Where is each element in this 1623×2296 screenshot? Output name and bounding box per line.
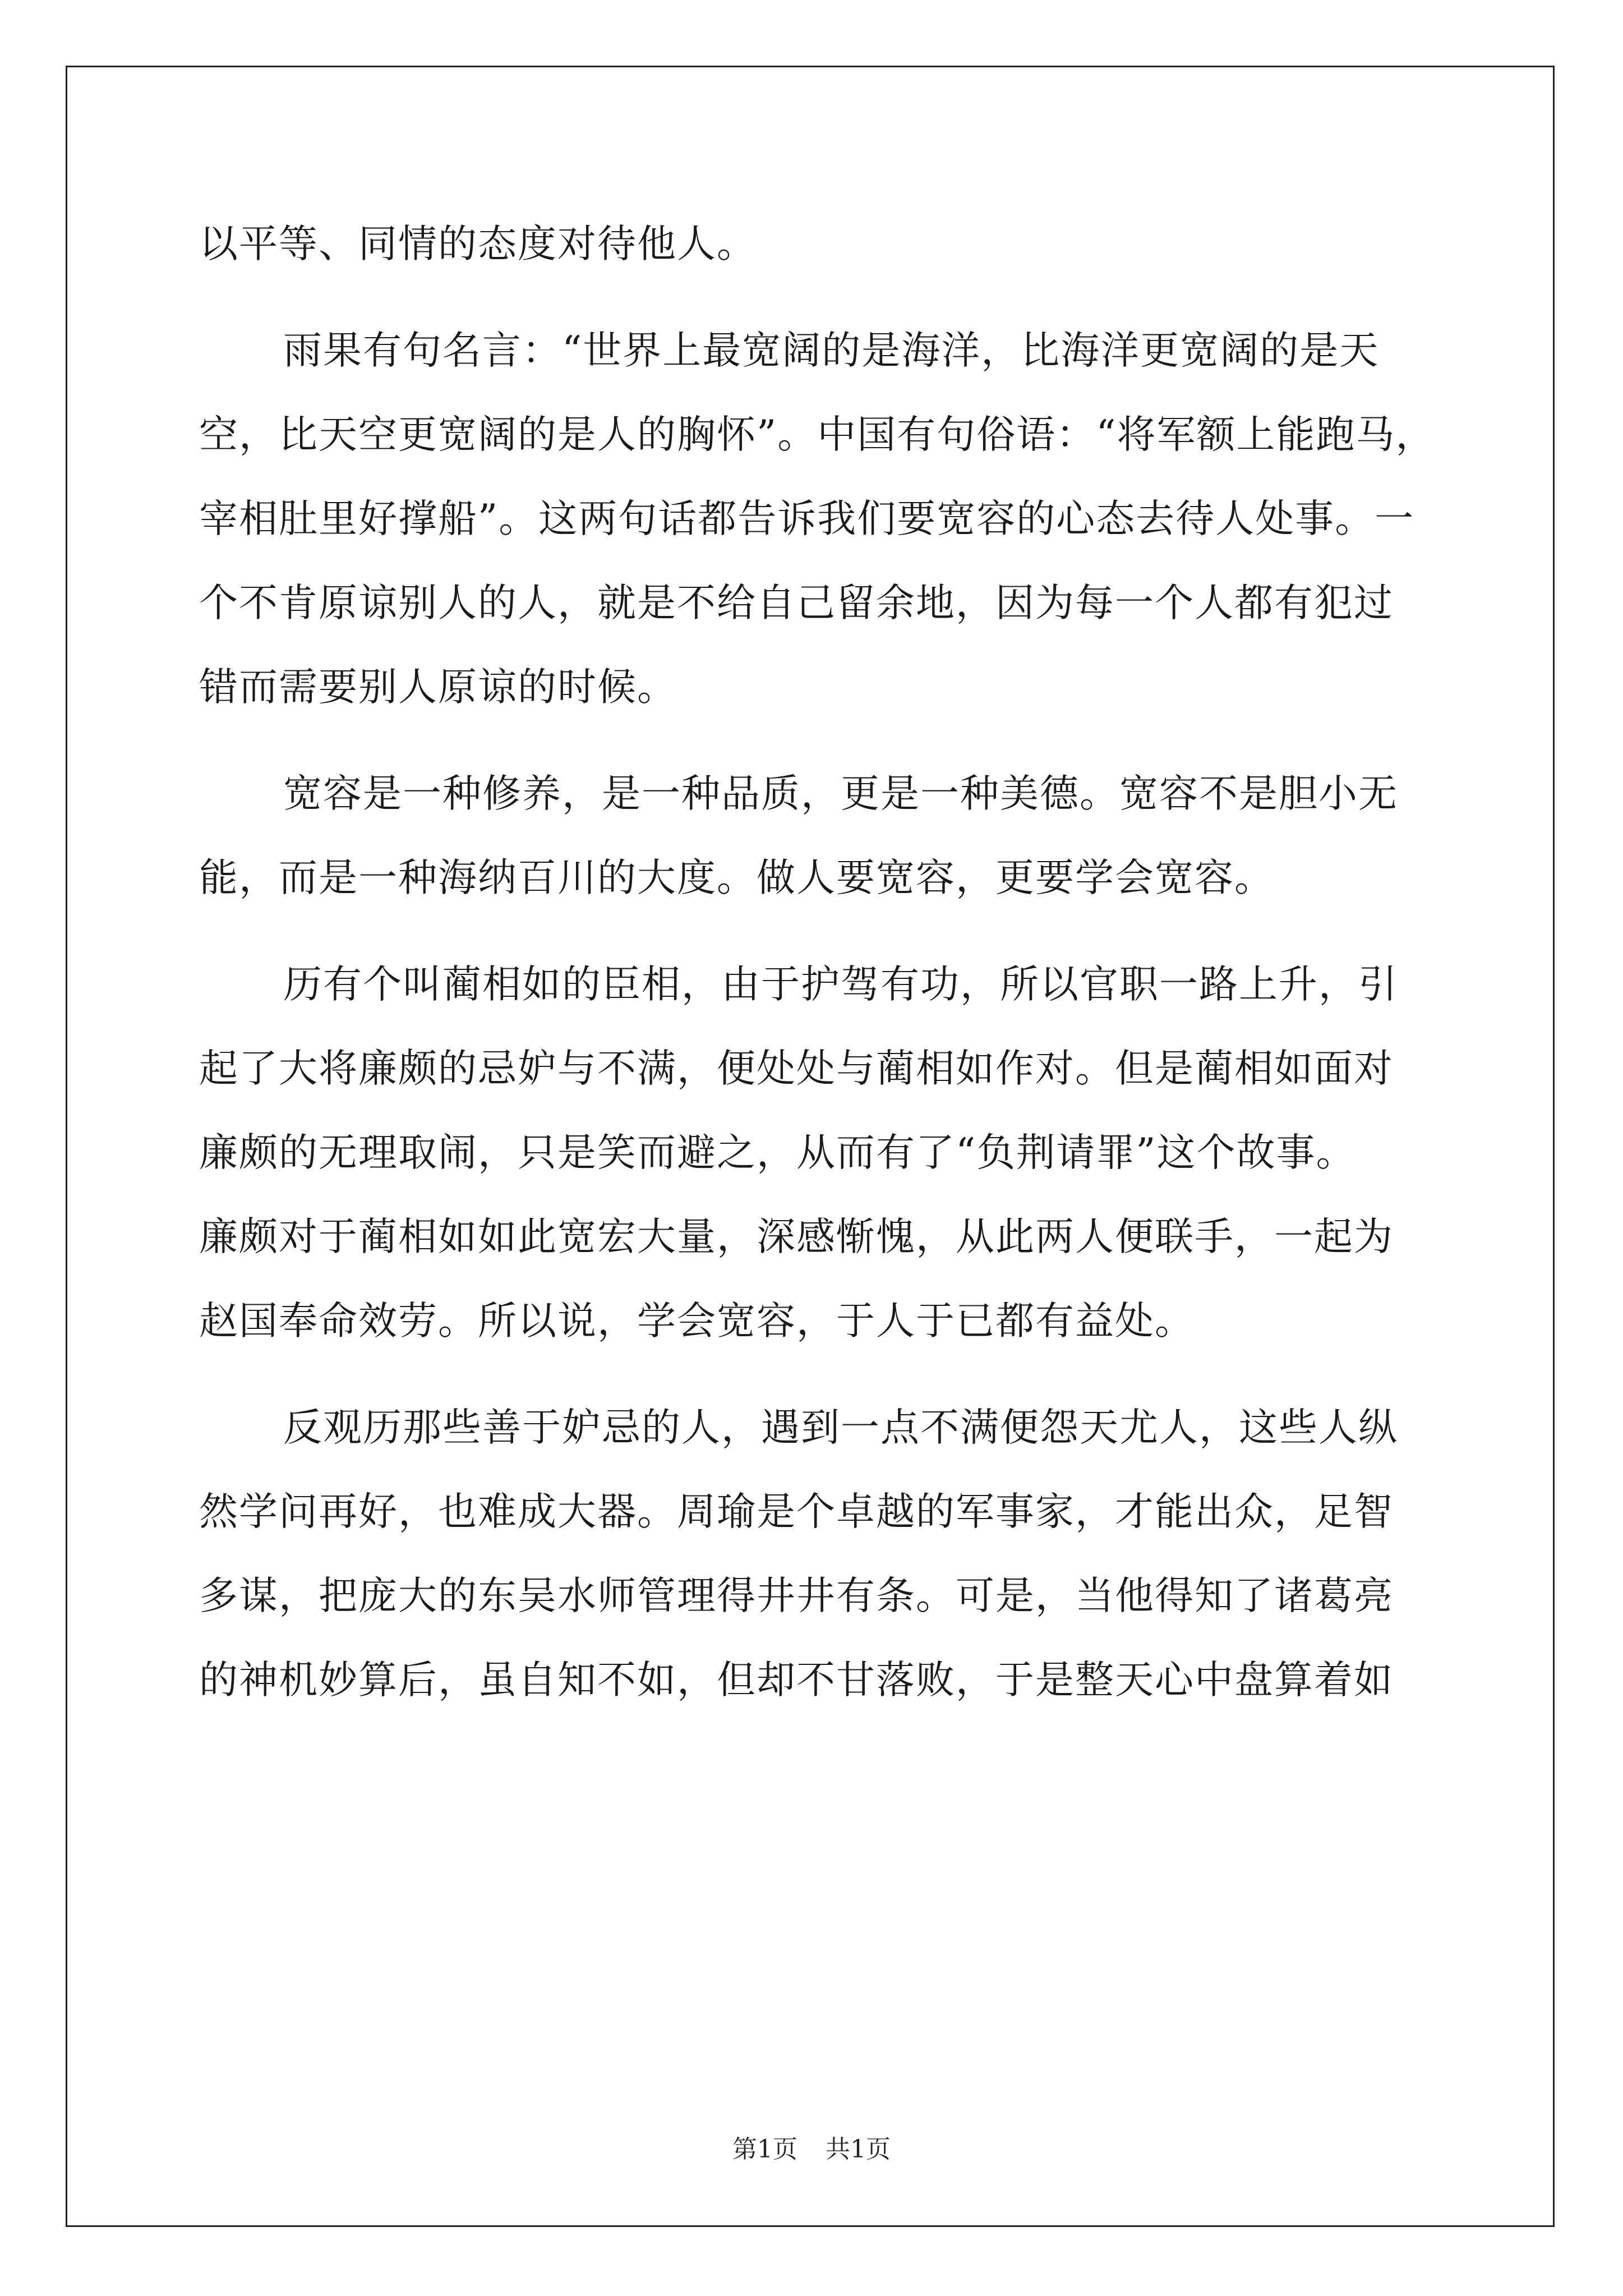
page-total: 共1页 [826,2135,891,2164]
paragraph-start-line: 雨果有句名言：“世界上最宽阔的是海洋，比海洋更宽阔的是天 [283,328,1380,373]
paragraph-start-line: 反观历那些善于妒忌的人，遇到一点不满便怨天尤人，这些人纵 [283,1405,1398,1450]
text-line: 个不肯原谅别人的人，就是不给自己留余地，因为每一个人都有犯过 [199,581,1394,625]
text-line: 错而需要别人原谅的时候。 [199,665,677,710]
text-line: 空，比天空更宽阔的是人的胸怀”。中国有句俗语：“将军额上能跑马， [199,412,1436,457]
paragraph-start-line: 历有个叫蔺相如的臣相，由于护驾有功，所以官职一路上升，引 [283,962,1398,1007]
page-footer [0,2129,1623,2165]
text-line: 能，而是一种海纳百川的大度。做人要宽容，更要学会宽容。 [199,855,1274,900]
text-line: 然学问再好，也难成大器。周瑜是个卓越的军事家，才能出众，足智 [199,1489,1394,1534]
page-number: 第1页 [732,2135,797,2164]
text-line: 的神机妙算后，虽自知不如，但却不甘落败，于是整天心中盘算着如 [199,1658,1394,1703]
text-line: 宰相肚里好撑船”。这两句话都告诉我们要宽容的心态去待人处事。一 [199,496,1415,541]
text-line: 廉颇对于蔺相如如此宽宏大量，深感惭愧，从此两人便联手，一起为 [199,1214,1394,1259]
text-line: 以平等、同情的态度对待他人。 [199,222,757,266]
text-line: 起了大将廉颇的忌妒与不满，便处处与蔺相如作对。但是蔺相如面对 [199,1046,1394,1091]
document-body [199,202,1436,1722]
text-line: 多谋，把庞大的东吴水师管理得井井有条。可是，当他得知了诸葛亮 [199,1573,1394,1618]
text-line: 赵国奉命效劳。所以说，学会宽容，于人于已都有益处。 [199,1299,1195,1343]
text-line: 廉颇的无理取闹，只是笑而避之，从而有了“负荆请罪”这个故事。 [199,1130,1356,1175]
paragraph-start-line: 宽容是一种修养，是一种品质，更是一种美德。宽容不是胆小无 [283,771,1398,816]
